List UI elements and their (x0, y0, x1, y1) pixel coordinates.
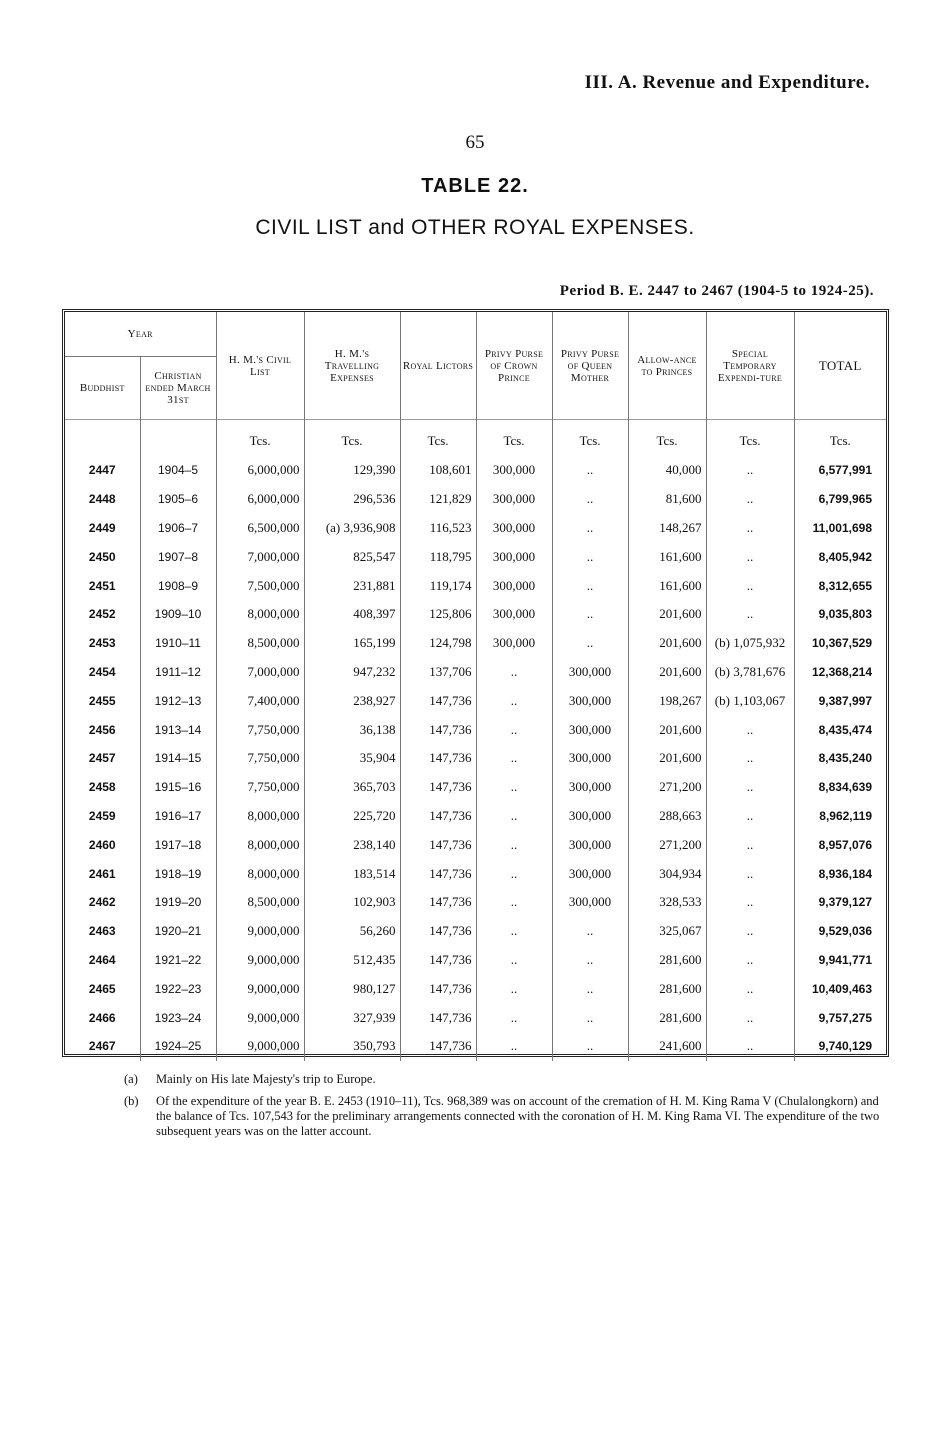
cell-civil-list: 9,000,000 (216, 1032, 304, 1061)
cell-travelling: (a) 3,936,908 (304, 514, 400, 543)
cell-special: .. (706, 600, 794, 629)
cell-queen-mother: .. (552, 485, 628, 514)
cell-lictors: 119,174 (400, 571, 476, 600)
cell-special: .. (706, 974, 794, 1003)
units-row (65, 420, 886, 457)
cell-lictors: 147,736 (400, 686, 476, 715)
cell-princes: 201,600 (628, 715, 706, 744)
cell-special: .. (706, 888, 794, 917)
cell-princes: 161,600 (628, 571, 706, 600)
cell-buddhist: 2461 (88, 866, 116, 881)
cell-civil-list: 6,000,000 (216, 456, 304, 485)
cell-total: 9,941,771 (794, 946, 886, 975)
cell-princes: 328,533 (628, 888, 706, 917)
cell-crown-prince: .. (476, 802, 552, 831)
cell-princes: 201,600 (628, 629, 706, 658)
cell-queen-mother: .. (552, 456, 628, 485)
cell-travelling: 165,199 (304, 629, 400, 658)
cell-christian: 1916–17 (140, 802, 216, 831)
unit-label: Tcs. (400, 420, 476, 457)
cell-christian: 1915–16 (140, 773, 216, 802)
unit-label: Tcs. (304, 420, 400, 457)
cell-princes: 198,267 (628, 686, 706, 715)
cell-queen-mother: 300,000 (552, 830, 628, 859)
cell-crown-prince: .. (476, 686, 552, 715)
cell-travelling: 129,390 (304, 456, 400, 485)
cell-lictors: 108,601 (400, 456, 476, 485)
cell-christian: 1906–7 (140, 514, 216, 543)
cell-queen-mother: 300,000 (552, 773, 628, 802)
cell-lictors: 124,798 (400, 629, 476, 658)
cell-total: 9,740,129 (794, 1032, 886, 1061)
cell-travelling: 825,547 (304, 542, 400, 571)
table-row (65, 802, 886, 831)
cell-special: .. (706, 917, 794, 946)
cell-queen-mother: 300,000 (552, 744, 628, 773)
cell-civil-list: 7,400,000 (216, 686, 304, 715)
unit-label: Tcs. (794, 420, 886, 457)
table-row (65, 744, 886, 773)
cell-princes: 304,934 (628, 859, 706, 888)
cell-lictors: 125,806 (400, 600, 476, 629)
cell-civil-list: 7,750,000 (216, 773, 304, 802)
cell-queen-mother: 300,000 (552, 686, 628, 715)
cell-crown-prince: 300,000 (476, 514, 552, 543)
table-row (65, 571, 886, 600)
cell-princes: 161,600 (628, 542, 706, 571)
cell-crown-prince: .. (476, 888, 552, 917)
cell-princes: 201,600 (628, 658, 706, 687)
table-title: CIVIL LIST and OTHER ROYAL EXPENSES. (255, 216, 695, 239)
cell-buddhist: 2459 (88, 808, 116, 823)
table-row (65, 629, 886, 658)
cell-total: 11,001,698 (794, 514, 886, 543)
cell-travelling: 296,536 (304, 485, 400, 514)
cell-travelling: 980,127 (304, 974, 400, 1003)
unit-label: Tcs. (552, 420, 628, 457)
cell-crown-prince: .. (476, 1003, 552, 1032)
cell-lictors: 147,736 (400, 1032, 476, 1061)
cell-total: 8,936,184 (794, 859, 886, 888)
cell-princes: 325,067 (628, 917, 706, 946)
cell-princes: 148,267 (628, 514, 706, 543)
cell-princes: 40,000 (628, 456, 706, 485)
cell-queen-mother: .. (552, 974, 628, 1003)
cell-buddhist: 2457 (88, 751, 116, 766)
cell-travelling: 408,397 (304, 600, 400, 629)
cell-travelling: 238,140 (304, 830, 400, 859)
cell-special: .. (706, 715, 794, 744)
cell-total: 8,834,639 (794, 773, 886, 802)
cell-queen-mother: .. (552, 917, 628, 946)
cell-princes: 81,600 (628, 485, 706, 514)
cell-special: .. (706, 946, 794, 975)
cell-buddhist: 2464 (88, 952, 116, 967)
table-row (65, 1003, 886, 1032)
cell-travelling: 365,703 (304, 773, 400, 802)
cell-total: 8,312,655 (794, 571, 886, 600)
cell-civil-list: 9,000,000 (216, 974, 304, 1003)
cell-civil-list: 9,000,000 (216, 946, 304, 975)
cell-christian: 1909–10 (140, 600, 216, 629)
cell-crown-prince: 300,000 (476, 456, 552, 485)
cell-civil-list: 8,000,000 (216, 859, 304, 888)
cell-queen-mother: .. (552, 571, 628, 600)
cell-christian: 1919–20 (140, 888, 216, 917)
cell-total: 9,387,997 (794, 686, 886, 715)
cell-travelling: 225,720 (304, 802, 400, 831)
cell-buddhist: 2462 (88, 895, 116, 910)
cell-lictors: 147,736 (400, 773, 476, 802)
cell-princes: 271,200 (628, 830, 706, 859)
cell-christian: 1904–5 (140, 456, 216, 485)
unit-label: Tcs. (476, 420, 552, 457)
cell-total: 8,435,240 (794, 744, 886, 773)
table-row (65, 485, 886, 514)
header-princes: Allow-ance to Princes (628, 312, 706, 420)
cell-crown-prince: 300,000 (476, 600, 552, 629)
cell-lictors: 147,736 (400, 917, 476, 946)
cell-christian: 1921–22 (140, 946, 216, 975)
table-row (65, 686, 886, 715)
header-year: Year (65, 312, 216, 357)
table-row (65, 946, 886, 975)
cell-buddhist: 2448 (88, 492, 116, 507)
cell-buddhist: 2458 (88, 780, 116, 795)
unit-label: Tcs. (216, 420, 304, 457)
cell-lictors: 116,523 (400, 514, 476, 543)
cell-civil-list: 7,750,000 (216, 715, 304, 744)
cell-total: 6,799,965 (794, 485, 886, 514)
cell-total: 9,035,803 (794, 600, 886, 629)
cell-lictors: 147,736 (400, 974, 476, 1003)
cell-civil-list: 8,000,000 (216, 830, 304, 859)
cell-civil-list: 7,000,000 (216, 658, 304, 687)
cell-crown-prince: .. (476, 715, 552, 744)
table-row (65, 715, 886, 744)
cell-buddhist: 2456 (88, 722, 116, 737)
cell-buddhist: 2452 (88, 607, 116, 622)
cell-travelling: 56,260 (304, 917, 400, 946)
table-row (65, 542, 886, 571)
cell-special: .. (706, 456, 794, 485)
cell-crown-prince: .. (476, 917, 552, 946)
cell-civil-list: 9,000,000 (216, 917, 304, 946)
cell-queen-mother: .. (552, 600, 628, 629)
cell-christian: 1914–15 (140, 744, 216, 773)
cell-lictors: 118,795 (400, 542, 476, 571)
cell-special: (b) 1,075,932 (706, 629, 794, 658)
cell-queen-mother: 300,000 (552, 658, 628, 687)
cell-total: 9,757,275 (794, 1003, 886, 1032)
cell-christian: 1908–9 (140, 571, 216, 600)
cell-special: .. (706, 485, 794, 514)
cell-princes: 281,600 (628, 974, 706, 1003)
table-number: TABLE 22. (421, 175, 529, 197)
cell-christian: 1905–6 (140, 485, 216, 514)
table-row (65, 859, 886, 888)
cell-travelling: 231,881 (304, 571, 400, 600)
header-total: TOTAL (794, 312, 886, 420)
cell-queen-mother: .. (552, 542, 628, 571)
cell-travelling: 327,939 (304, 1003, 400, 1032)
cell-lictors: 147,736 (400, 744, 476, 773)
cell-christian: 1911–12 (140, 658, 216, 687)
table-row (65, 658, 886, 687)
cell-christian: 1913–14 (140, 715, 216, 744)
footnote-text: Mainly on His late Majesty's trip to Europe. (156, 1072, 376, 1086)
cell-total: 8,435,474 (794, 715, 886, 744)
cell-crown-prince: .. (476, 1032, 552, 1061)
cell-travelling: 102,903 (304, 888, 400, 917)
cell-special: .. (706, 859, 794, 888)
cell-crown-prince: .. (476, 859, 552, 888)
cell-total: 8,405,942 (794, 542, 886, 571)
header-buddhist: Buddhist (79, 382, 125, 394)
cell-special: (b) 3,781,676 (706, 658, 794, 687)
cell-travelling: 35,904 (304, 744, 400, 773)
cell-civil-list: 8,500,000 (216, 888, 304, 917)
period-caption: Period B. E. 2447 to 2467 (1904-5 to 1924-25). (559, 283, 874, 299)
cell-special: .. (706, 542, 794, 571)
cell-christian: 1920–21 (140, 917, 216, 946)
table-body (65, 420, 886, 1061)
table-row (65, 830, 886, 859)
table-row (65, 456, 886, 485)
cell-special: .. (706, 744, 794, 773)
cell-crown-prince: .. (476, 830, 552, 859)
cell-lictors: 147,736 (400, 888, 476, 917)
cell-queen-mother: .. (552, 946, 628, 975)
footnotes (124, 1072, 894, 1146)
cell-queen-mother: 300,000 (552, 888, 628, 917)
cell-queen-mother: 300,000 (552, 859, 628, 888)
cell-crown-prince: .. (476, 658, 552, 687)
table-row (65, 917, 886, 946)
cell-lictors: 137,706 (400, 658, 476, 687)
cell-christian: 1917–18 (140, 830, 216, 859)
cell-crown-prince: .. (476, 773, 552, 802)
cell-total: 12,368,214 (794, 658, 886, 687)
cell-christian: 1923–24 (140, 1003, 216, 1032)
table-row (65, 514, 886, 543)
cell-travelling: 36,138 (304, 715, 400, 744)
cell-queen-mother: 300,000 (552, 802, 628, 831)
table-row (65, 773, 886, 802)
cell-buddhist: 2450 (88, 549, 116, 564)
cell-buddhist: 2460 (88, 837, 116, 852)
cell-lictors: 147,736 (400, 802, 476, 831)
cell-special: .. (706, 830, 794, 859)
cell-christian: 1924–25 (140, 1032, 216, 1061)
cell-total: 9,379,127 (794, 888, 886, 917)
cell-civil-list: 8,500,000 (216, 629, 304, 658)
cell-buddhist: 2466 (88, 1010, 116, 1025)
cell-christian: 1912–13 (140, 686, 216, 715)
cell-lictors: 147,736 (400, 715, 476, 744)
cell-buddhist: 2465 (88, 981, 116, 996)
cell-civil-list: 7,500,000 (216, 571, 304, 600)
cell-civil-list: 6,500,000 (216, 514, 304, 543)
cell-total: 8,962,119 (794, 802, 886, 831)
cell-princes: 281,600 (628, 946, 706, 975)
cell-buddhist: 2455 (88, 693, 116, 708)
cell-christian: 1922–23 (140, 974, 216, 1003)
cell-buddhist: 2463 (88, 924, 116, 939)
cell-civil-list: 6,000,000 (216, 485, 304, 514)
cell-princes: 281,600 (628, 1003, 706, 1032)
cell-lictors: 147,736 (400, 830, 476, 859)
cell-crown-prince: .. (476, 744, 552, 773)
cell-special: .. (706, 1032, 794, 1061)
cell-total: 8,957,076 (794, 830, 886, 859)
table-row (65, 888, 886, 917)
cell-buddhist: 2453 (88, 636, 116, 651)
cell-total: 10,367,529 (794, 629, 886, 658)
cell-civil-list: 7,000,000 (216, 542, 304, 571)
cell-princes: 288,663 (628, 802, 706, 831)
cell-buddhist: 2454 (88, 664, 116, 679)
unit-label: Tcs. (628, 420, 706, 457)
unit-label: Tcs. (706, 420, 794, 457)
footnote-text: Of the expenditure of the year B. E. 2453 (1910–11), Tcs. 968,389 was on account of the cremation of H. M. King Rama V (Chulalongkorn) and the balance of Tcs. 107,543 for the preliminary arrangements connected with the coronation of H. M. King Rama VI. The expenditure of the two subsequent years was on the latter account. (156, 1094, 880, 1138)
cell-total: 10,409,463 (794, 974, 886, 1003)
cell-queen-mother: .. (552, 1003, 628, 1032)
cell-special: .. (706, 802, 794, 831)
cell-lictors: 121,829 (400, 485, 476, 514)
cell-civil-list: 8,000,000 (216, 802, 304, 831)
table-row (65, 1032, 886, 1061)
cell-buddhist: 2467 (88, 1039, 116, 1054)
cell-buddhist: 2451 (88, 578, 116, 593)
cell-travelling: 238,927 (304, 686, 400, 715)
cell-civil-list: 7,750,000 (216, 744, 304, 773)
cell-buddhist: 2449 (88, 520, 116, 535)
cell-crown-prince: .. (476, 946, 552, 975)
cell-queen-mother: .. (552, 629, 628, 658)
civil-list-table (62, 309, 889, 1057)
cell-lictors: 147,736 (400, 859, 476, 888)
cell-princes: 241,600 (628, 1032, 706, 1061)
cell-crown-prince: 300,000 (476, 629, 552, 658)
cell-christian: 1907–8 (140, 542, 216, 571)
cell-crown-prince: 300,000 (476, 571, 552, 600)
cell-queen-mother: 300,000 (552, 715, 628, 744)
cell-christian: 1918–19 (140, 859, 216, 888)
cell-princes: 201,600 (628, 600, 706, 629)
cell-lictors: 147,736 (400, 1003, 476, 1032)
footnote-mark: (b) (124, 1094, 139, 1108)
cell-princes: 271,200 (628, 773, 706, 802)
cell-civil-list: 8,000,000 (216, 600, 304, 629)
footnote-b (124, 1094, 894, 1139)
footnote-mark: (a) (124, 1072, 138, 1086)
cell-travelling: 947,232 (304, 658, 400, 687)
header-christian: Christian ended March 31st (140, 357, 216, 420)
cell-lictors: 147,736 (400, 946, 476, 975)
cell-christian: 1910–11 (140, 629, 216, 658)
cell-princes: 201,600 (628, 744, 706, 773)
cell-crown-prince: 300,000 (476, 485, 552, 514)
cell-total: 9,529,036 (794, 917, 886, 946)
cell-special: .. (706, 1003, 794, 1032)
page-number: 65 (465, 132, 485, 153)
header-special: Special Temporary Expendi-ture (706, 312, 794, 420)
section-title: III. A. Revenue and Expenditure. (584, 72, 870, 93)
cell-civil-list: 9,000,000 (216, 1003, 304, 1032)
header-travelling: H. M.'s Travelling Expenses (304, 312, 400, 420)
cell-queen-mother: .. (552, 514, 628, 543)
cell-travelling: 183,514 (304, 859, 400, 888)
cell-crown-prince: .. (476, 974, 552, 1003)
table-row (65, 974, 886, 1003)
header-queen-mother: Privy Purse of Queen Mother (552, 312, 628, 420)
cell-total: 6,577,991 (794, 456, 886, 485)
cell-special: (b) 1,103,067 (706, 686, 794, 715)
cell-queen-mother: .. (552, 1032, 628, 1061)
cell-travelling: 512,435 (304, 946, 400, 975)
cell-special: .. (706, 773, 794, 802)
header-lictors: Royal Lictors (400, 312, 476, 420)
footnote-a (124, 1072, 894, 1087)
cell-special: .. (706, 514, 794, 543)
header-civil-list: H. M.'s Civil List (216, 312, 304, 420)
cell-buddhist: 2447 (88, 463, 116, 478)
cell-travelling: 350,793 (304, 1032, 400, 1061)
cell-special: .. (706, 571, 794, 600)
header-crown-prince: Privy Purse of Crown Prince (476, 312, 552, 420)
cell-crown-prince: 300,000 (476, 542, 552, 571)
table-row (65, 600, 886, 629)
